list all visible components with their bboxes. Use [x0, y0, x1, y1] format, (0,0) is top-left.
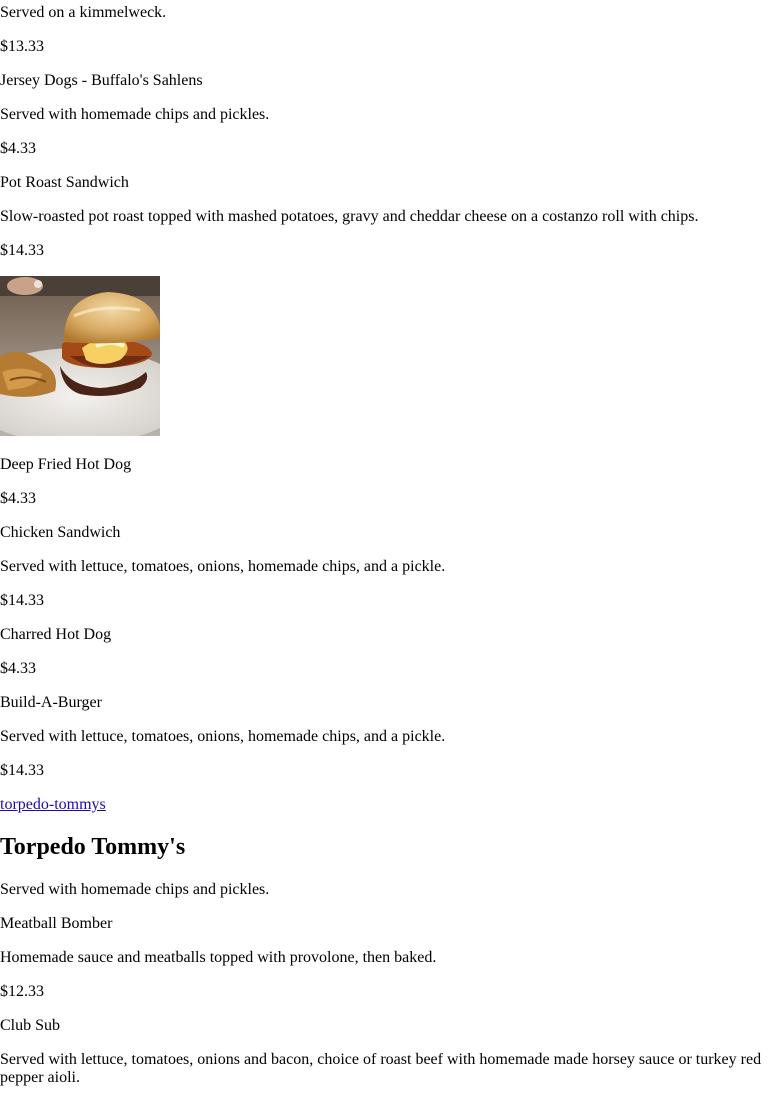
- item-price: $4.33: [0, 660, 36, 677]
- item-name: Build-A-Burger: [0, 694, 102, 711]
- item-description: Served with lettuce, tomatoes, onions, homemade chips, and a pickle.: [0, 728, 446, 745]
- item-description: Served on a kimmelweck.: [0, 4, 167, 21]
- item-name: Club Sub: [0, 1017, 61, 1034]
- item-price: $4.33: [0, 490, 36, 507]
- item-price: $14.33: [0, 592, 44, 609]
- item-name: Deep Fried Hot Dog: [0, 456, 132, 473]
- item-description: Served with homemade chips and pickles.: [0, 106, 270, 123]
- item-name: Jersey Dogs - Buffalo's Sahlens: [0, 72, 203, 89]
- section-intro: Served with homemade chips and pickles.: [0, 881, 270, 898]
- item-price: $14.33: [0, 242, 44, 259]
- section-anchor-link[interactable]: torpedo-tommys: [0, 796, 106, 813]
- item-description: Served with lettuce, tomatoes, onions, homemade chips, and a pickle.: [0, 558, 446, 575]
- section-title: Torpedo Tommy's: [0, 834, 186, 860]
- item-price: $14.33: [0, 762, 44, 779]
- item-name: Chicken Sandwich: [0, 524, 121, 541]
- item-price: $13.33: [0, 38, 44, 55]
- pot-roast-sandwich-photo: [0, 276, 160, 436]
- item-price: $4.33: [0, 140, 36, 157]
- item-price: $12.33: [0, 983, 44, 1000]
- item-description: Served with lettuce, tomatoes, onions and bacon, choice of roast beef with homemade made horsey sauce or turkey red pepper aioli.: [0, 1051, 762, 1086]
- item-name: Charred Hot Dog: [0, 626, 112, 643]
- item-description: Homemade sauce and meatballs topped with provolone, then baked.: [0, 949, 437, 966]
- item-name: Pot Roast Sandwich: [0, 174, 129, 191]
- item-name: Meatball Bomber: [0, 915, 113, 932]
- item-description: Slow-roasted pot roast topped with mashed potatoes, gravy and cheddar cheese on a costanzo roll with chips.: [0, 208, 699, 225]
